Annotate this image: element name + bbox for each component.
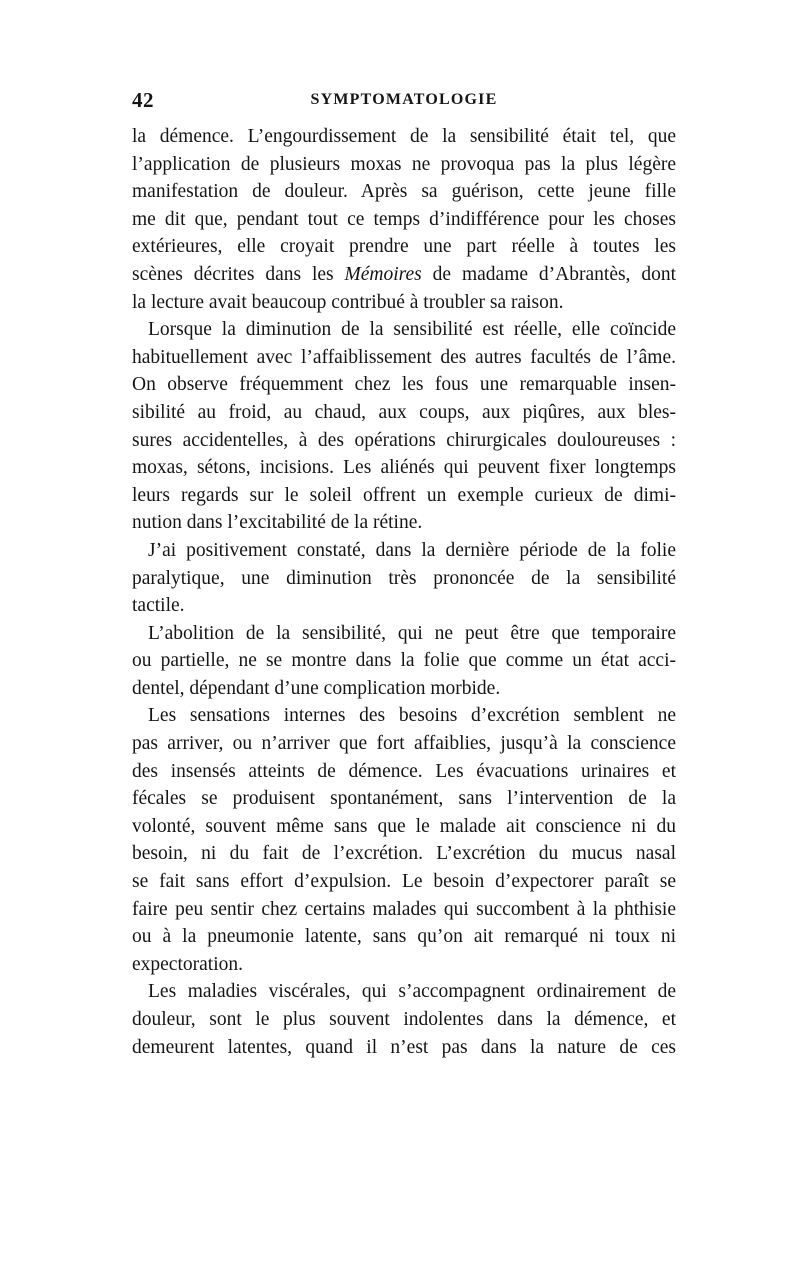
text-line: paralytique, une diminution très prononcée de la sensibilité — [132, 567, 676, 589]
text-line: ou à la pneumonie latente, sans qu’on ait remarqué ni toux ni — [132, 926, 676, 948]
text-line: nution dans l’excitabilité de la rétine. — [132, 512, 423, 534]
text-line: pas arriver, ou n’arriver que fort affaiblies, jusqu’à la conscience — [132, 733, 676, 755]
text-line: demeurent latentes, quand il n’est pas dans la nature de ces — [132, 1036, 676, 1058]
text-line: sibilité au froid, au chaud, aux coups, aux piqûres, aux bles- — [132, 401, 676, 423]
text-line: des insensés atteints de démence. Les évacuations urinaires et — [132, 760, 676, 782]
text-line: ou partielle, ne se montre dans la folie que comme un état acci- — [132, 650, 676, 672]
text-line: volonté, souvent même sans que le malade ait conscience ni du — [132, 815, 676, 837]
page-header — [132, 88, 676, 116]
text-line: besoin, ni du fait de l’excrétion. L’excrétion du mucus nasal — [132, 843, 676, 865]
paragraph — [132, 537, 676, 620]
text-line: J’ai positivement constaté, dans la dernière période de la folie — [148, 539, 676, 561]
text-line: Les maladies viscérales, qui s’accompagnent ordinairement de — [148, 981, 676, 1003]
text-line: moxas, sétons, incisions. Les aliénés qui peuvent fixer longtemps — [132, 457, 676, 479]
text-line: la lecture avait beaucoup contribué à troubler sa raison. — [132, 291, 564, 313]
text-line: faire peu sentir chez certains malades qui succombent à la phthisie — [132, 898, 676, 920]
text-line: expectoration. — [132, 953, 243, 975]
page-number: 42 — [132, 88, 154, 112]
paragraph — [132, 620, 676, 703]
text-line: douleur, sont le plus souvent indolentes dans la démence, et — [132, 1009, 676, 1030]
text-line: Lorsque la diminution de la sensibilité est réelle, elle coïncide — [148, 319, 676, 341]
text-line: sures accidentelles, à des opérations chirurgicales douloureuses : — [132, 429, 676, 451]
text-line: me dit que, pendant tout ce temps d’indifférence pour les choses — [132, 208, 676, 230]
text-line: manifestation de douleur. Après sa guérison, cette jeune fille — [132, 181, 676, 203]
text-line: L’abolition de la sensibilité, qui ne peut être que temporaire — [148, 622, 676, 644]
paragraph — [132, 316, 676, 537]
text-line-with-italic: scènes décrites dans les Mémoires de madame d’Abrantès, dont — [132, 263, 676, 285]
text-line: On observe fréquemment chez les fous une remarquable insen- — [132, 374, 676, 396]
text-line: dentel, dépendant d’une complication morbide. — [132, 677, 501, 699]
text-line: la démence. L’engourdissement de la sensibilité était tel, que — [132, 126, 676, 147]
text-line: se fait sans effort d’expulsion. Le besoin d’expectorer paraît se — [132, 871, 676, 893]
text-line: fécales se produisent spontanément, sans l’intervention de la — [132, 788, 676, 810]
text-line: l’application de plusieurs moxas ne provoqua pas la plus légère — [132, 153, 676, 175]
running-title: SYMPTOMATOLOGIE — [310, 91, 498, 108]
paragraph — [132, 123, 676, 316]
text-line: habituellement avec l’affaiblissement des autres facultés de l’âme. — [132, 346, 676, 368]
text-line: extérieures, elle croyait prendre une part réelle à toutes les — [132, 236, 676, 258]
text-line: tactile. — [132, 595, 185, 617]
text-line: leurs regards sur le soleil offrent un exemple curieux de dimi- — [132, 484, 676, 506]
book-title: Mémoires — [344, 263, 422, 285]
paragraph — [132, 978, 676, 1061]
text-line: Les sensations internes des besoins d’excrétion semblent ne — [148, 705, 676, 727]
body-text — [132, 123, 676, 1061]
paragraph — [132, 702, 676, 978]
